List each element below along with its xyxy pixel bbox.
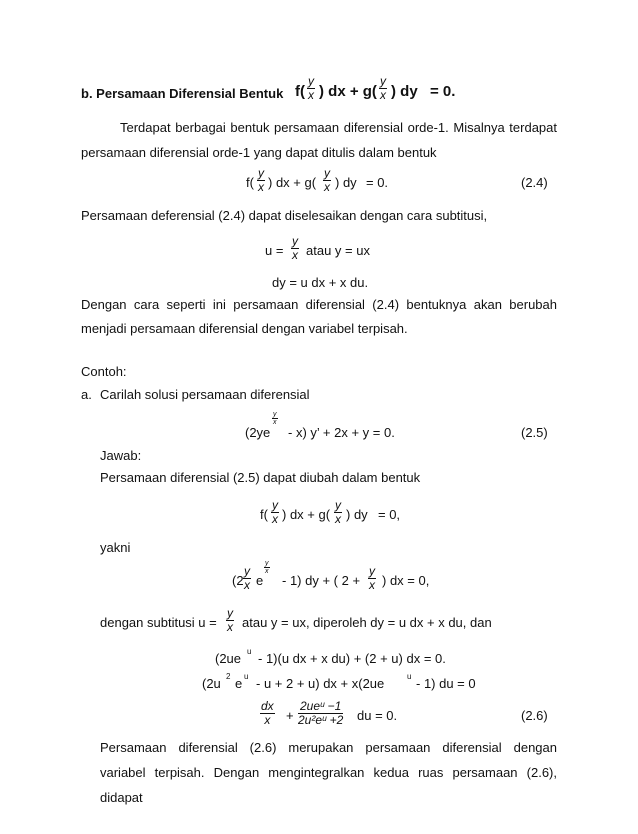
eq24-frac1: $\frac{y}{x}$ bbox=[258, 166, 264, 194]
para3-line1: Dengan cara seperti ini persamaan diferensial (2.4) bentuknya akan berubah bbox=[81, 297, 557, 312]
heading-fraction-2: $\frac{y}{x}$ bbox=[380, 74, 386, 102]
eqf-frac1: $\frac{y}{x}$ bbox=[272, 498, 278, 526]
heading-mid: ) dx + g( bbox=[319, 83, 377, 100]
eq24-a: f( bbox=[246, 175, 254, 190]
eql2-sup2: u bbox=[244, 672, 249, 681]
eqf-d: = 0, bbox=[378, 507, 401, 522]
eqy-c: ) dx = 0, bbox=[382, 573, 430, 588]
para3-line2: menjadi persamaan diferensial dengan variabel terpisah. bbox=[81, 321, 408, 336]
eqy-e: e bbox=[256, 573, 264, 588]
eq25-exponent: $\frac{y}{x}$ bbox=[273, 411, 277, 426]
heading-f-open: f( bbox=[295, 83, 305, 100]
eql2-sup3: u bbox=[407, 672, 412, 681]
eql1-b: - 1)(u dx + x du) + (2 + u) dx = 0. bbox=[258, 651, 446, 666]
eqf-b: ) dx + g( bbox=[282, 507, 331, 522]
eql2-c: - u + 2 + u) dx + x(2ue bbox=[256, 676, 385, 691]
eql2-a: (2u bbox=[202, 676, 221, 691]
subst2-a: dengan subtitusi u = bbox=[100, 615, 217, 630]
eqy-a: (2 bbox=[232, 573, 244, 588]
eqf-c: ) dy bbox=[346, 507, 368, 522]
eqf-frac2: $\frac{y}{x}$ bbox=[335, 498, 341, 526]
eql1-a: (2ue bbox=[215, 651, 242, 666]
eqy-exponent: $\frac{y}{x}$ bbox=[265, 560, 269, 575]
subst-u: u = bbox=[265, 243, 284, 258]
para5-line1: Persamaan diferensial (2.6) merupakan persamaan diferensial dengan bbox=[100, 740, 557, 755]
eqy-frac1: $\frac{y}{x}$ bbox=[244, 564, 250, 592]
para5-line3: didapat bbox=[100, 790, 143, 805]
para5-line2: variabel terpisah. Dengan mengintegralkan kedua ruas persamaan (2.6), bbox=[100, 765, 557, 780]
eq26-frac1: $\frac{dx}{x}$ bbox=[261, 699, 274, 727]
yakni-label: yakni bbox=[100, 540, 131, 555]
para2: Persamaan deferensial (2.4) dapat diselesaikan dengan cara subtitusi, bbox=[81, 208, 488, 223]
heading-eq: = 0. bbox=[430, 83, 456, 100]
eql1-sup: u bbox=[247, 647, 252, 656]
item-a-marker: a. bbox=[81, 387, 92, 402]
eq25-b: - x) y’ + 2x + y = 0. bbox=[288, 425, 395, 440]
eq24-d: = 0. bbox=[366, 175, 389, 190]
para1-line2: persamaan diferensial orde-1 yang dapat ditulis dalam bentuk bbox=[81, 145, 437, 160]
eq24-frac2: $\frac{y}{x}$ bbox=[324, 166, 330, 194]
eq26-plus: + bbox=[286, 708, 294, 723]
eql2-b: e bbox=[235, 676, 243, 691]
section-heading: b. Persamaan Diferensial Bentuk bbox=[81, 86, 284, 101]
subst2-frac: $\frac{y}{x}$ bbox=[227, 606, 233, 634]
eql2-d: - 1) du = 0 bbox=[416, 676, 476, 691]
subst-dy: dy = u dx + x du. bbox=[272, 275, 369, 290]
eqy-frac2: $\frac{y}{x}$ bbox=[369, 564, 375, 592]
heading-end: ) dy bbox=[391, 83, 418, 100]
subst-frac: $\frac{y}{x}$ bbox=[292, 234, 298, 262]
subst-atau: atau y = ux bbox=[306, 243, 370, 258]
heading-fraction-1: $\frac{y}{x}$ bbox=[308, 74, 314, 102]
item-a-text: Carilah solusi persamaan diferensial bbox=[100, 387, 310, 402]
eq24-b: ) dx + g( bbox=[268, 175, 317, 190]
eq26-frac2: 2ueᵘ −1 2u²eᵘ +2 bbox=[298, 699, 344, 727]
para1-line1: Terdapat berbagai bentuk persamaan diferensial orde-1. Misalnya terdapat bbox=[120, 120, 557, 135]
eq26-tail: du = 0. bbox=[357, 708, 398, 723]
eqf-a: f( bbox=[260, 507, 268, 522]
para4: Persamaan diferensial (2.5) dapat diubah dalam bentuk bbox=[100, 470, 421, 485]
eql2-sup1: 2 bbox=[226, 672, 231, 681]
eq25-a: (2ye bbox=[245, 425, 271, 440]
jawab-label: Jawab: bbox=[100, 448, 142, 463]
subst2-b: atau y = ux, diperoleh dy = u dx + x du, dan bbox=[242, 615, 492, 630]
eq25-label: (2.5) bbox=[521, 425, 548, 440]
eq24-c: ) dy bbox=[335, 175, 357, 190]
eq26-label: (2.6) bbox=[521, 708, 548, 723]
contoh-label: Contoh: bbox=[81, 364, 127, 379]
eqy-b: - 1) dy + ( 2 + bbox=[282, 573, 361, 588]
eq24-label: (2.4) bbox=[521, 175, 548, 190]
